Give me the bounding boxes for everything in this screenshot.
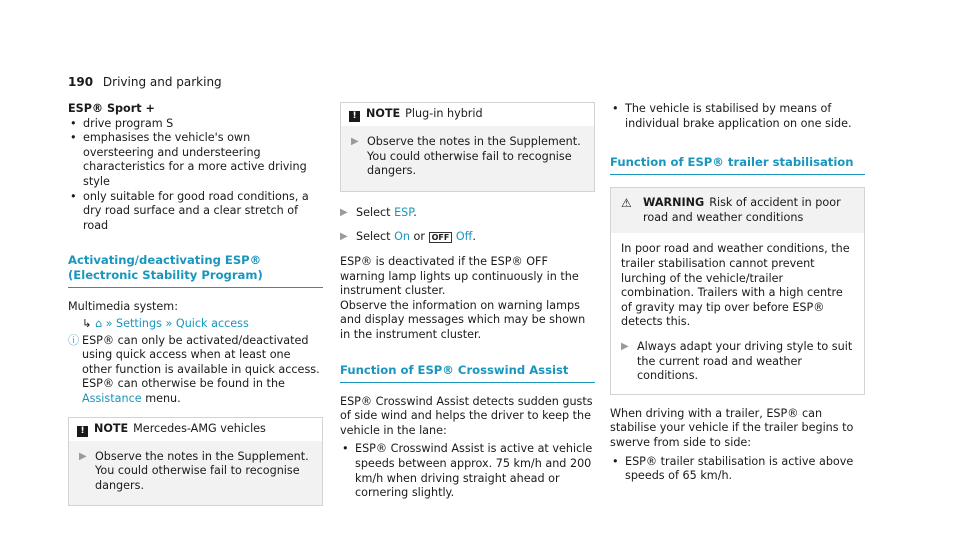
note-title: NOTE: [94, 421, 129, 435]
warning-box: [610, 187, 865, 395]
multimedia-label: Multimedia system:: [68, 300, 178, 314]
column-2: [340, 102, 595, 501]
section-title-activate: Activating/deactivating ESP® (Electronic Stability Program): [68, 253, 323, 288]
column-3: [610, 102, 865, 484]
step-arrow-icon: ▶: [340, 206, 348, 218]
step-select-on-off: ▶ Select On or OFF Off.: [340, 230, 476, 244]
info-text-b: menu.: [145, 391, 181, 405]
column-1: [68, 102, 323, 506]
section-title-crosswind: Function of ESP® Crosswind Assist: [340, 363, 595, 383]
list-item: • ESP® trailer stabilisation is active above speeds of 65 km/h.: [610, 455, 865, 484]
home-icon[interactable]: ⌂: [94, 316, 103, 330]
warning-step-text: Always adapt your driving style to suit the current road and weather conditions.: [637, 339, 853, 383]
warning-step: [621, 340, 854, 384]
return-arrow-icon: ↳: [82, 316, 92, 330]
menu-path: ↳ ⌂ » Settings » Quick access: [82, 316, 249, 330]
off-link[interactable]: Off: [455, 230, 473, 244]
warning-head: [611, 188, 864, 233]
observe-text: Observe the information on warning lamps and display messages which may be shown in the instrument cluster.: [340, 298, 586, 341]
header-section: Driving and parking: [102, 75, 222, 89]
assistance-link[interactable]: Assistance: [82, 391, 142, 405]
sport-title: ESP® Sport +: [68, 102, 155, 115]
trailer-list: [610, 455, 865, 484]
note-head: [69, 418, 322, 441]
on-link[interactable]: On: [394, 230, 410, 244]
note-title: NOTE: [366, 107, 401, 120]
exclamation-icon: !: [77, 426, 88, 437]
page-number: 190: [68, 75, 94, 89]
note-text: Observe the notes in the Supplement. You could otherwise fail to recognise dangers.: [95, 449, 309, 492]
note-sub: Plug-in hybrid: [405, 107, 483, 120]
note-text: Observe the notes in the Supplement. You could otherwise fail to recognise dangers.: [367, 135, 581, 178]
list-item: • The vehicle is stabilised by means of individual brake application on one side.: [610, 102, 865, 131]
step-arrow-icon: ▶: [340, 231, 348, 243]
exclamation-icon: !: [349, 111, 360, 122]
info-note: [68, 334, 323, 407]
warning-text: In poor road and weather conditions, the trailer stabilisation cannot prevent lurching of the vehicle/trailer combination. Trailers with a high centre of gravity may tip over before ESP® detects this.: [621, 242, 850, 329]
note-box-hybrid: [340, 102, 595, 192]
sport-list: [68, 117, 323, 234]
warning-triangle-icon: ⚠: [621, 196, 632, 211]
note-body: [341, 126, 594, 191]
section-title-trailer: Function of ESP® trailer stabilisation: [610, 155, 865, 175]
list-item: • drive program S: [68, 117, 323, 132]
warning-sub: Risk of accident in poor road and weather conditions: [643, 196, 841, 224]
crosswind-list: [340, 442, 595, 500]
step-arrow-icon: ▶: [351, 136, 359, 147]
note-sub: Mercedes-AMG vehicles: [133, 421, 266, 435]
warning-body: [611, 233, 864, 393]
esp-link[interactable]: ESP: [394, 205, 414, 219]
top-list: [610, 102, 865, 131]
step-select-esp: ▶ Select ESP.: [340, 205, 417, 219]
list-item: • ESP® Crosswind Assist is active at vehicle speeds between approx. 75 km/h and 200 km/h when driving straight ahead or cornering slightly.: [340, 442, 595, 500]
page-header: [68, 75, 222, 89]
list-item: • emphasises the vehicle's own oversteering and understeering characteristics for a more active driving style: [68, 131, 323, 189]
warning-title: WARNING: [643, 196, 705, 210]
note-head: [341, 103, 594, 126]
step-arrow-icon: ▶: [79, 450, 87, 462]
step-arrow-icon: ▶: [621, 340, 629, 352]
esp-off-icon: OFF: [429, 232, 453, 243]
crosswind-text: ESP® Crosswind Assist detects sudden gusts of side wind and helps the driver to keep the vehicle in the lane:: [340, 394, 593, 437]
list-item: • only suitable for good road conditions, a dry road surface and a clear stretch of road: [68, 190, 323, 234]
note-box-amg: [68, 417, 323, 507]
info-icon: ⓘ: [68, 333, 80, 347]
trailer-text: When driving with a trailer, ESP® can stabilise your vehicle if the trailer begins to swerve from side to side:: [610, 406, 854, 449]
deact-text: ESP® is deactivated if the ESP® OFF warning lamp lights up continuously in the instrument cluster.: [340, 254, 579, 298]
path-settings[interactable]: Settings: [116, 316, 162, 330]
note-body: [69, 441, 322, 506]
path-quick-access[interactable]: Quick access: [175, 316, 249, 330]
info-text-a: ESP® can only be activated/deactivated using quick access when at least one other function is available in quick access. ESP® can otherwise be found in the: [82, 333, 320, 391]
